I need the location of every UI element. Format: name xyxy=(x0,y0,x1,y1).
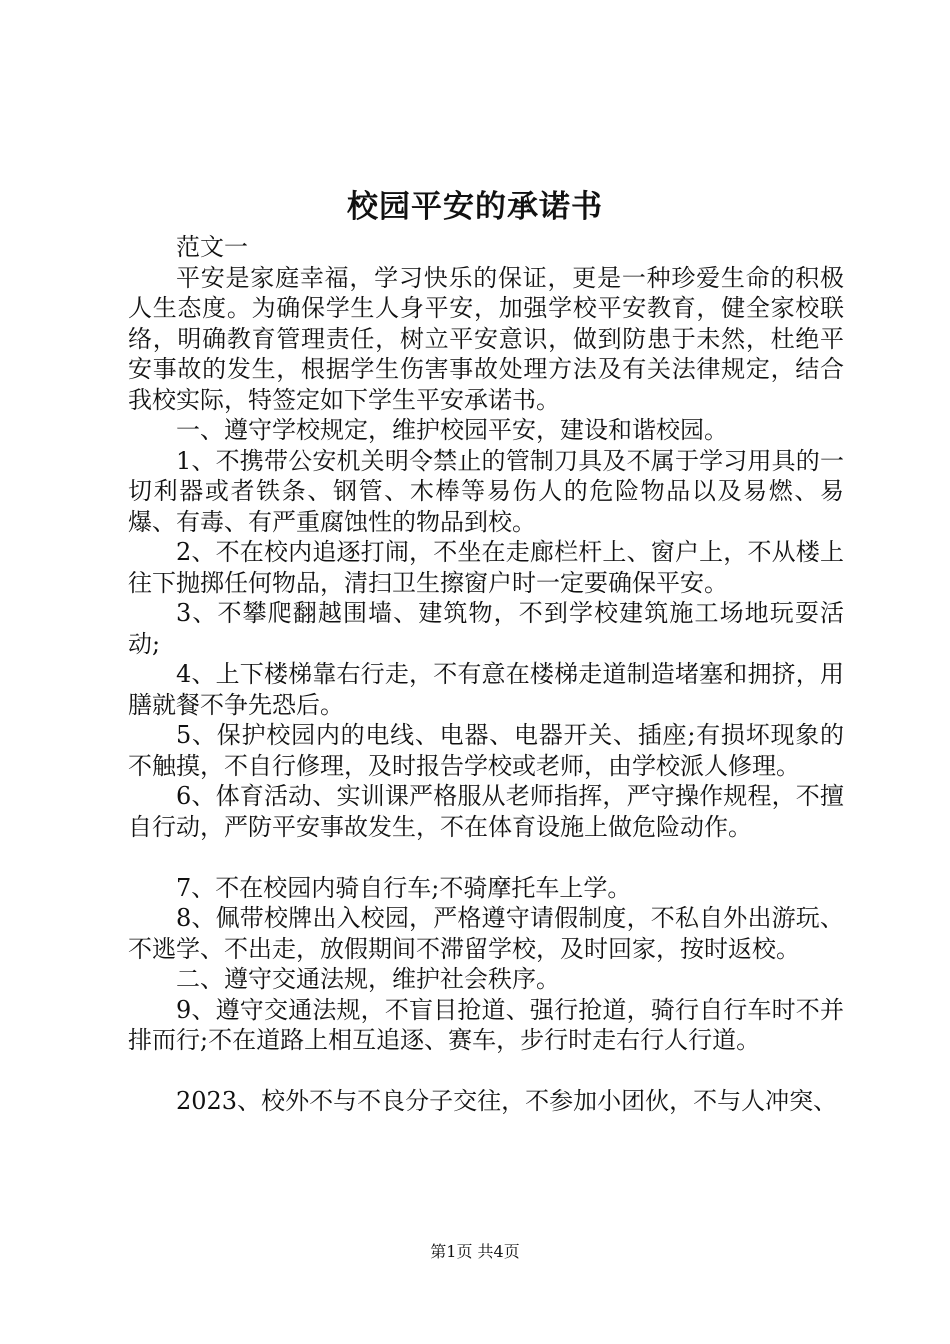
paragraph: 6、体育活动、实训课严格服从老师指挥，严守操作规程，不擅自行动，严防平安事故发生，不在体育设施上做危险动作。 xyxy=(128,782,844,841)
paragraph: 5、保护校园内的电线、电器、电器开关、插座;有损坏现象的不触摸，不自行修理，及时报告学校或老师，由学校派人修理。 xyxy=(128,721,844,780)
paragraph: 8、佩带校牌出入校园，严格遵守请假制度，不私自外出游玩、不逃学、不出走，放假期间不滞留学校，及时回家，按时返校。 xyxy=(128,904,844,963)
paragraph: 2023、校外不与不良分子交往，不参加小团伙，不与人冲突、 xyxy=(176,1087,838,1115)
paragraph: 范文一 xyxy=(176,233,248,261)
paragraph: 9、遵守交通法规，不盲目抢道、强行抢道，骑行自行车时不并排而行;不在道路上相互追逐、赛车，步行时走右行人行道。 xyxy=(128,995,844,1054)
blank-line xyxy=(128,1056,844,1087)
blank-line xyxy=(128,842,844,873)
paragraph: 3、不攀爬翻越围墙、建筑物，不到学校建筑施工场地玩耍活动; xyxy=(128,599,844,658)
document-title: 校园平安的承诺书 xyxy=(347,189,603,225)
document-body xyxy=(128,232,844,1117)
paragraph: 7、不在校园内骑自行车;不骑摩托车上学。 xyxy=(176,873,632,902)
paragraph: 2、不在校内追逐打闹，不坐在走廊栏杆上、窗户上，不从楼上往下抛掷任何物品，清扫卫生擦窗户时一定要确保平安。 xyxy=(128,538,844,597)
paragraph: 一、遵守学校规定，维护校园平安，建设和谐校园。 xyxy=(176,416,728,444)
page-footer: 第1页 共4页 xyxy=(430,1242,520,1261)
paragraph: 4、上下楼梯靠右行走，不有意在楼梯走道制造堵塞和拥挤，用膳就餐不争先恐后。 xyxy=(128,660,844,719)
paragraph: 二、遵守交通法规，维护社会秩序。 xyxy=(176,965,560,993)
paragraph: 1、不携带公安机关明令禁止的管制刀具及不属于学习用具的一切利器或者铁条、钢管、木棒等易伤人的危险物品以及易燃、易爆、有毒、有严重腐蚀性的物品到校。 xyxy=(128,446,844,536)
paragraph: 平安是家庭幸福，学习快乐的保证，更是一种珍爱生命的积极人生态度。为确保学生人身平安，加强学校平安教育，健全家校联络，明确教育管理责任，树立平安意识，做到防患于未然，杜绝平安事故的发生，根据学生伤害事故处理方法及有关法律规定，结合我校实际，特签定如下学生平安承诺书。 xyxy=(128,263,844,414)
